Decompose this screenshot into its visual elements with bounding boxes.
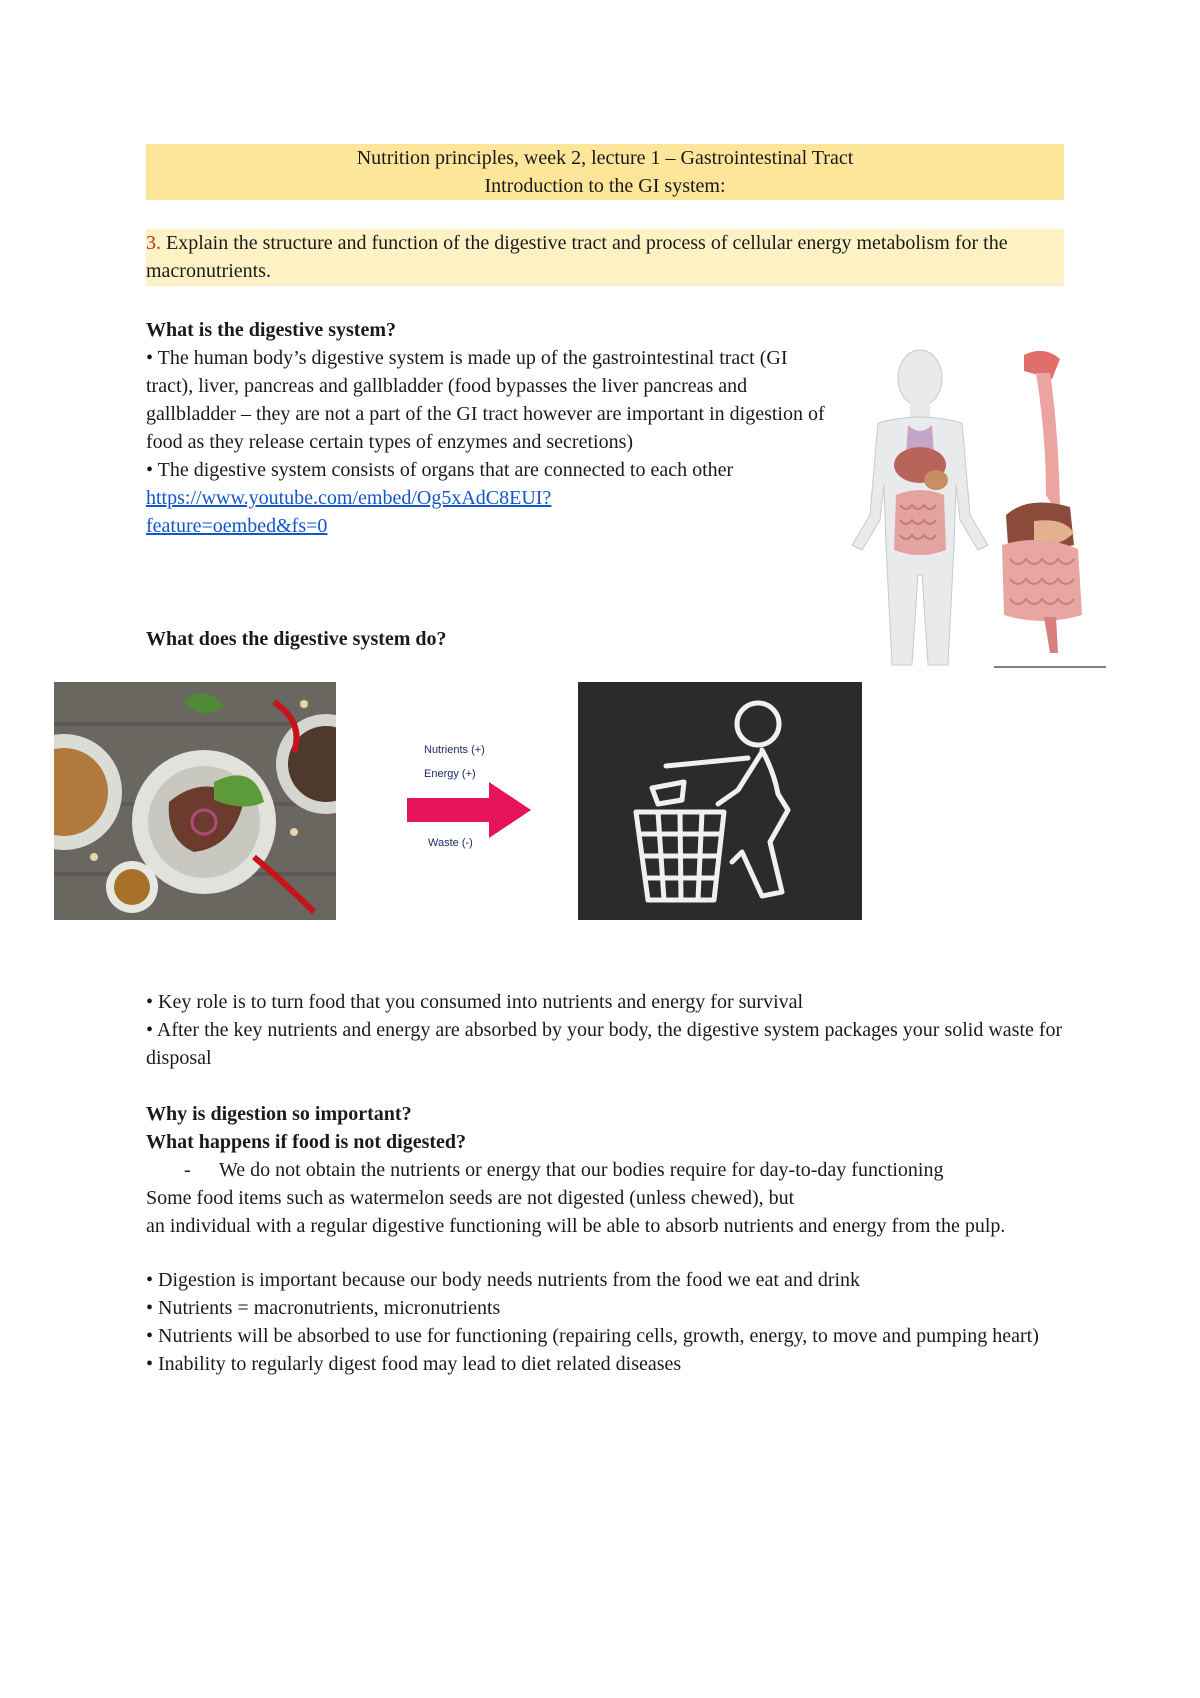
bullet-paragraph: • Nutrients = macronutrients, micronutrients xyxy=(146,1297,501,1319)
dash-item-text: We do not obtain the nutrients or energy that our bodies require for day-to-day functioning xyxy=(219,1159,944,1181)
dash-marker: - xyxy=(184,1159,191,1181)
food-photo xyxy=(54,682,336,920)
paragraph-line: an individual with a regular digestive functioning will be able to absorb nutrients and energy from the pulp. xyxy=(146,1215,1006,1237)
arrow-icon xyxy=(405,780,533,840)
trash-bin-chalkboard-image xyxy=(578,682,862,920)
section-heading: What happens if food is not digested? xyxy=(146,1131,467,1153)
lecture-title-box xyxy=(146,144,1064,200)
youtube-link[interactable]: https://www.youtube.com/embed/Og5xAdC8EUI? feature=oembed&fs=0 xyxy=(146,487,552,537)
gi-tract-figure xyxy=(994,351,1106,667)
bullet-paragraph: • Digestion is important because our body needs nutrients from the food we eat and drink xyxy=(146,1269,861,1291)
learning-objective xyxy=(146,229,1064,286)
objective-number: 3. xyxy=(146,232,161,254)
bullet-paragraph: • The digestive system consists of organs that are connected to each other xyxy=(146,459,734,481)
human-body-figure xyxy=(852,350,988,665)
paragraph-line: Some food items such as watermelon seeds are not digested (unless chewed), but xyxy=(146,1187,795,1209)
objective-text: Explain the structure and function of the digestive tract and process of cellular energy metabolism for the macronutrients. xyxy=(146,232,1008,282)
bullet-paragraph: • Key role is to turn food that you consumed into nutrients and energy for survival xyxy=(146,991,804,1013)
bullet-paragraph: • After the key nutrients and energy are absorbed by your body, the digestive system packages your solid waste for disposal xyxy=(146,1019,1063,1069)
section-heading: Why is digestion so important? xyxy=(146,1103,412,1125)
section-heading: What does the digestive system do? xyxy=(146,628,447,650)
section-digestive-system xyxy=(146,316,826,540)
bullet-paragraph: • Inability to regularly digest food may lead to diet related diseases xyxy=(146,1353,682,1375)
dash-list-item xyxy=(146,1156,979,1184)
bullet-paragraph: • The human body’s digestive system is made up of the gastrointestinal tract (GI tract), liver, pancreas and gallbladder (food bypasses the liver pancreas and gallbladder – they are not a part of the GI tract however are important in digestion of food as they release certain types of enzymes and secretions) xyxy=(146,347,825,453)
digestive-anatomy-illustration xyxy=(838,345,1108,673)
nutrients-label: Nutrients (+) xyxy=(424,744,485,756)
waste-label: Waste (-) xyxy=(428,837,473,849)
section-digestive-function xyxy=(146,988,1086,1072)
lecture-title: Nutrition principles, week 2, lecture 1 – Gastrointestinal Tract xyxy=(356,147,854,169)
section-importance xyxy=(146,1100,1086,1378)
energy-label: Energy (+) xyxy=(424,768,476,780)
bullet-paragraph: • Nutrients will be absorbed to use for functioning (repairing cells, growth, energy, to move and pumping heart) xyxy=(146,1325,1039,1347)
lecture-subtitle: Introduction to the GI system: xyxy=(484,175,726,197)
section-heading: What is the digestive system? xyxy=(146,319,396,341)
